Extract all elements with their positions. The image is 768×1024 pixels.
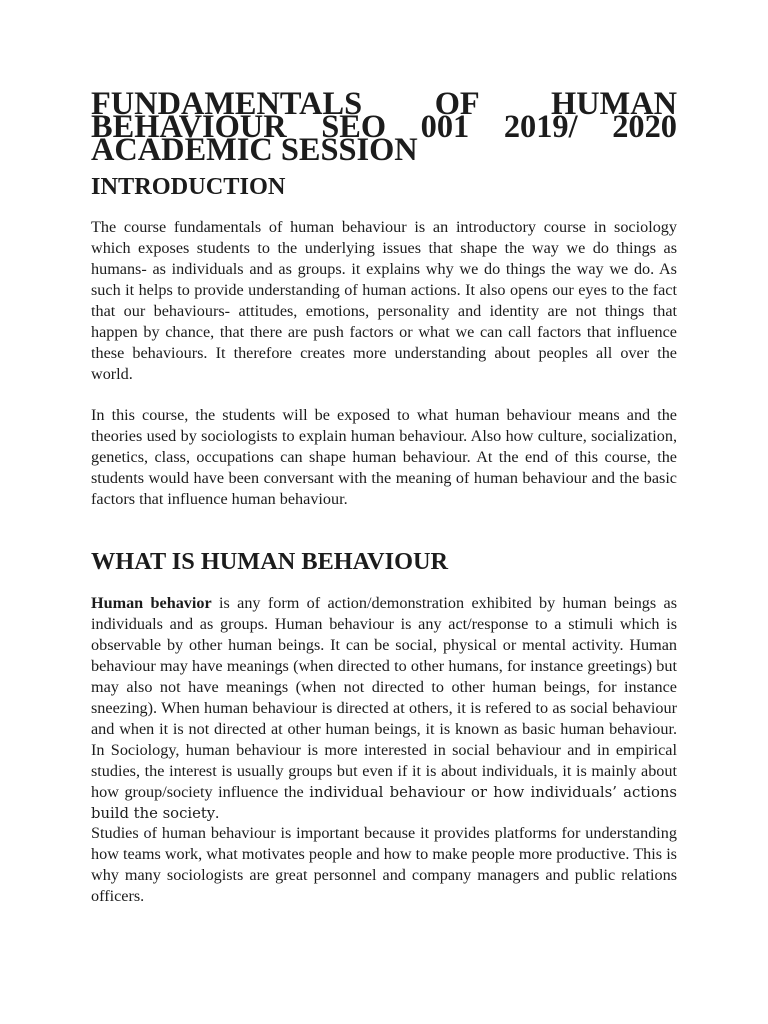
document-title: FUNDAMENTALS OF HUMAN BEHAVIOUR SEO 001 2019/ 2020 ACADEMIC SESSION [91, 86, 677, 168]
human-behaviour-importance-paragraph: Studies of human behaviour is important because it provides platforms for understanding how teams work, what motivates people and how to make people more productive. This is why many sociologists are great personnel and company managers and public relations officers. [91, 824, 677, 905]
introduction-paragraph-2: In this course, the students will be exposed to what human behaviour means and the theories used by sociologists to explain human behaviour. Also how culture, socialization, genetics, class, occupations can shape human behaviour. At the end of this course, the students would have been conversant with the meaning of human behaviour and the basic factors that influence human behaviour. [91, 406, 677, 508]
definition-closing-text: individual behaviour or how individuals’ actions build the society [91, 784, 677, 822]
definition-term: Human behavior [91, 594, 212, 612]
section-heading-what-is-human-behaviour: WHAT IS HUMAN BEHAVIOUR [91, 548, 449, 575]
introduction-paragraph-1: The course fundamentals of human behaviour is an introductory course in sociology which exposes students to the underlying issues that shape the way we do things as humans- as individuals and as groups. it explains why we do things the way we do. As such it helps to provide understanding of human actions. It also opens our eyes to the fact that our behaviours- attitudes, emotions, personality and identity are not things that happen by chance, that there are push factors or what we can call factors that influence these behaviours. It therefore creates more understanding about peoples all over the world. [91, 218, 677, 383]
definition-text: is any form of action/demonstration exhibited by human beings as individuals and as groups. Human behaviour is any act/response to a stimuli which is observable by other human beings. It can be social, physical or mental activity. Human behaviour may have meanings (when directed to other humans, for instance greetings) but may also not have meanings (when not directed to other human beings, for instance sneezing). When human behaviour is directed at others, it is refered to as social behaviour and when it is not directed at other human beings, it is known as basic human behaviour. In Sociology, human behaviour is more interested in social behaviour and in empirical studies, the interest is usually groups but even if it is about individuals, it is mainly about how group/society influence the [91, 594, 677, 801]
human-behaviour-definition-paragraph [91, 593, 677, 824]
section-heading-introduction: INTRODUCTION [91, 173, 286, 200]
definition-period: . [215, 804, 220, 822]
